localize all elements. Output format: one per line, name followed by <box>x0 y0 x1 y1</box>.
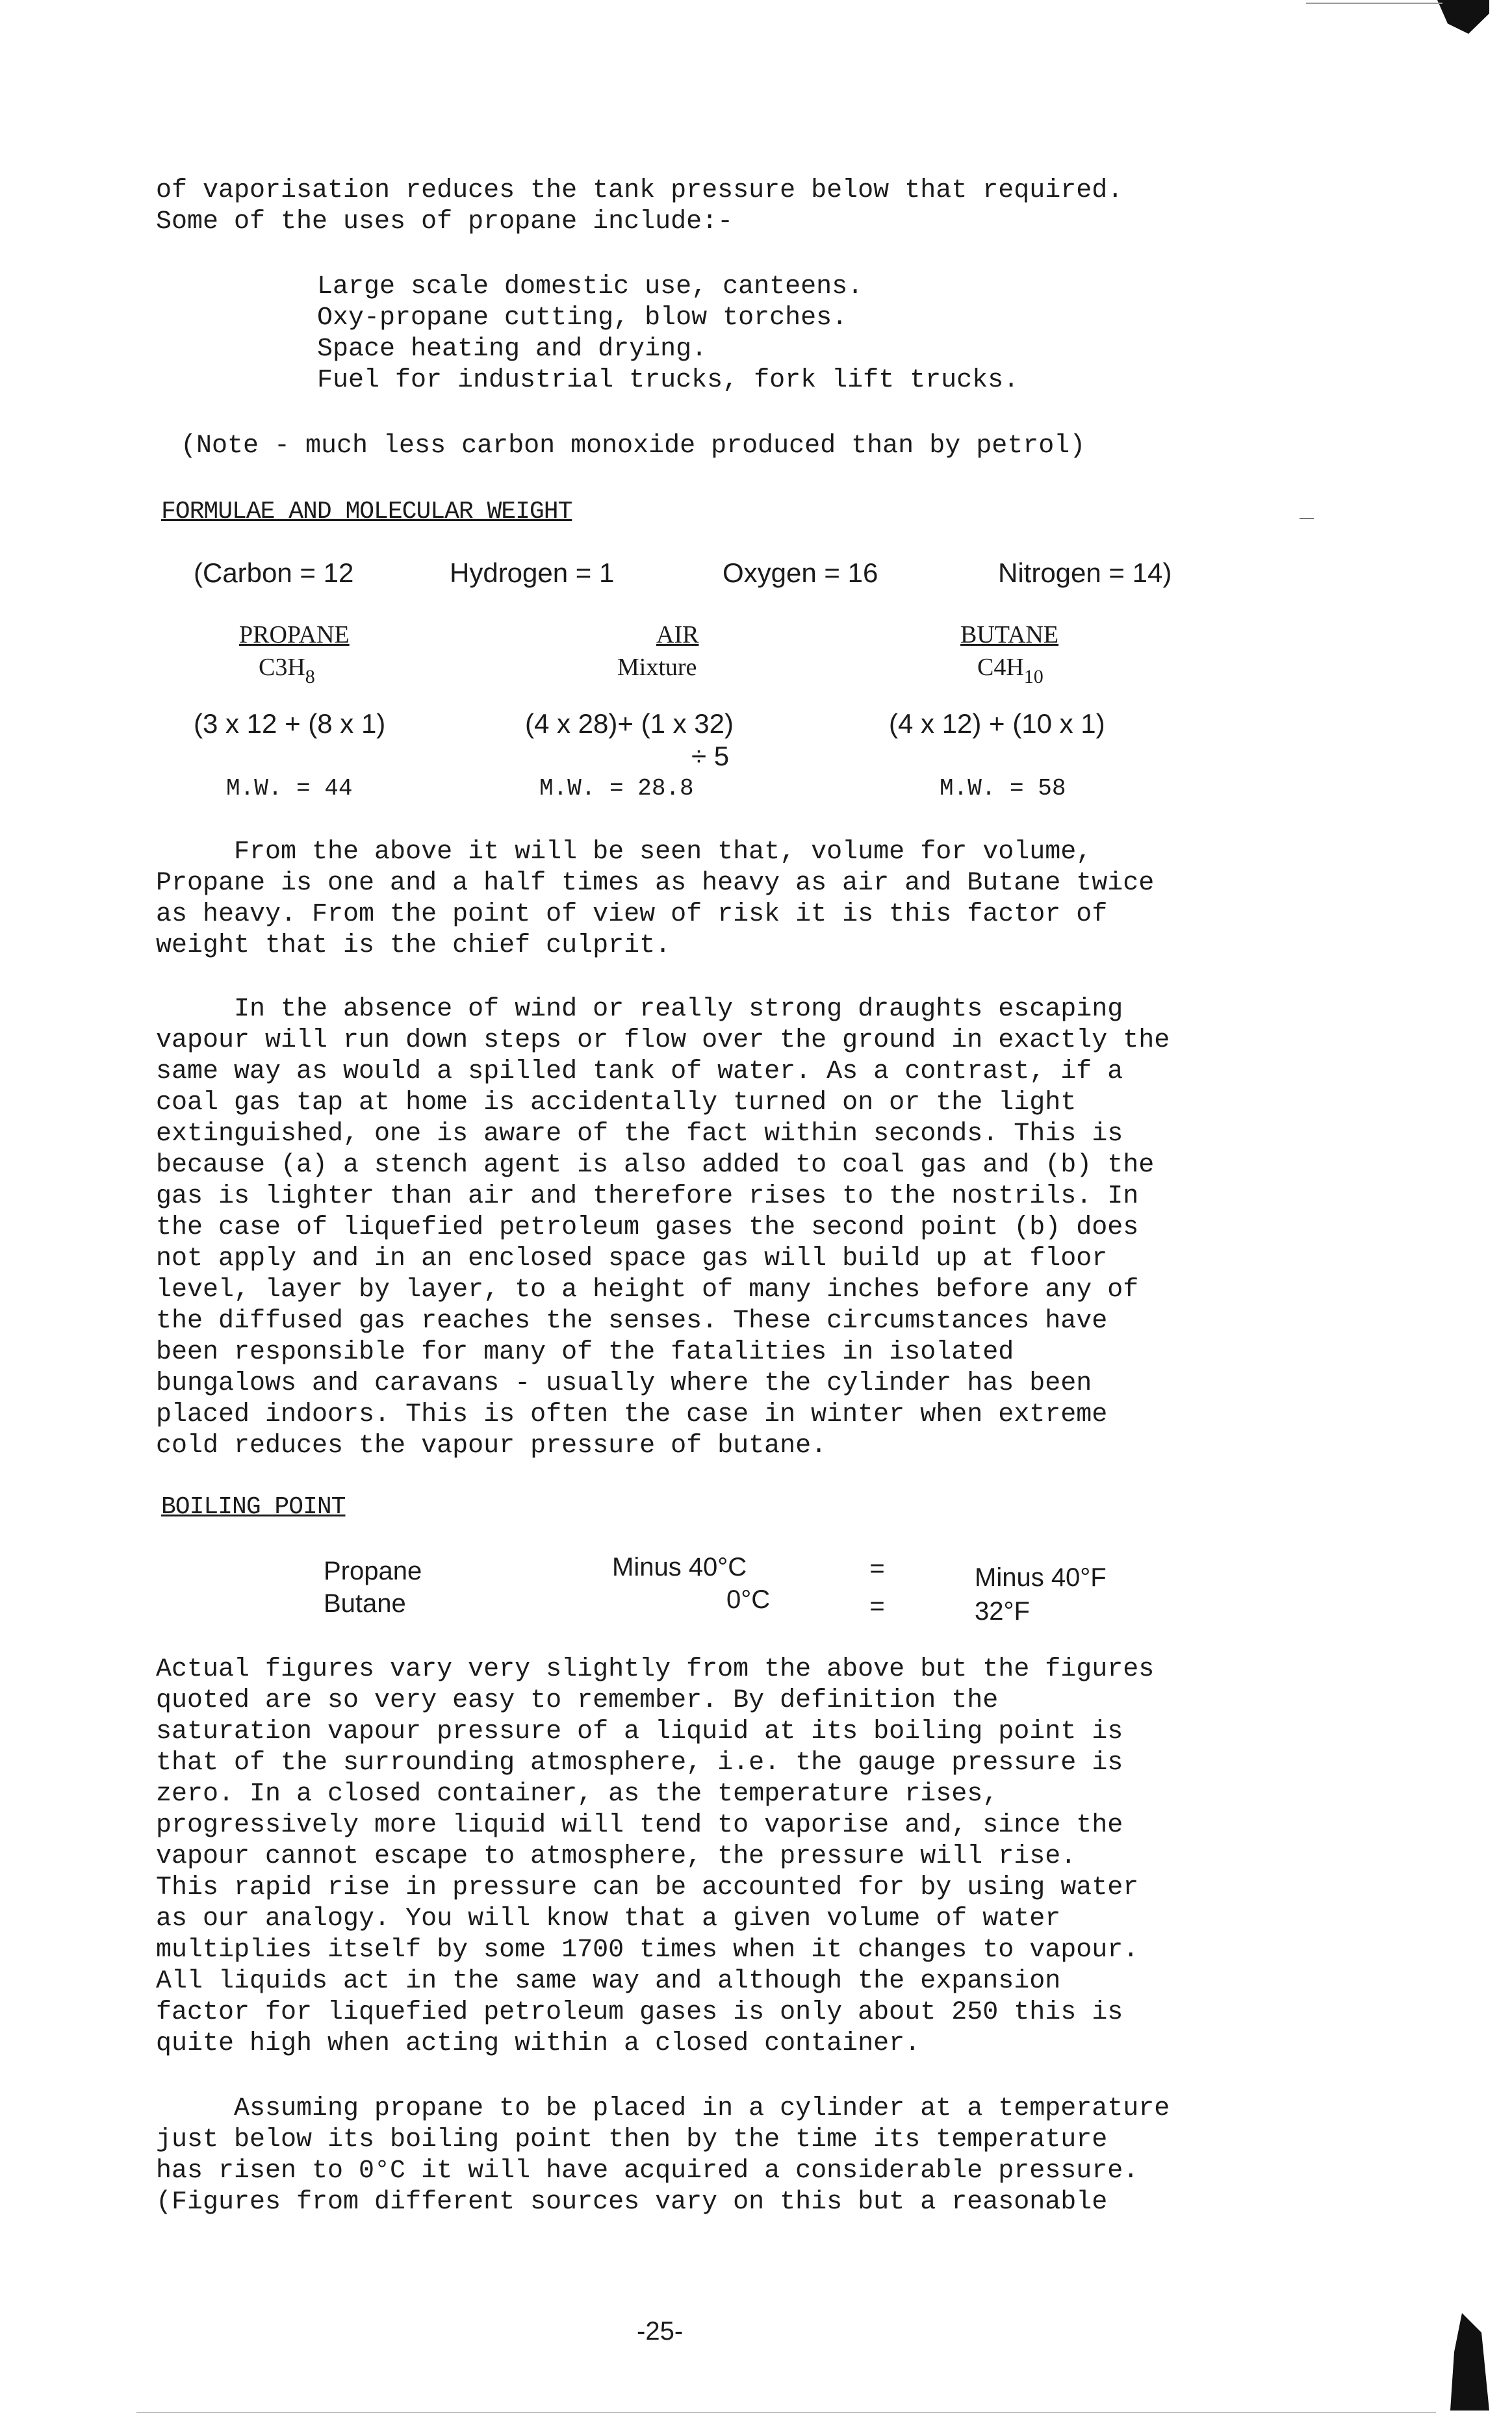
text-line: From the above it will be seen that, volume for volume, <box>156 838 1092 867</box>
list-item: Oxy-propane cutting, blow torches. <box>317 303 848 333</box>
text-line: that of the surrounding atmosphere, i.e. the gauge pressure is <box>156 1748 1123 1778</box>
mw-propane: M.W. = 44 <box>226 775 353 802</box>
absence-paragraph <box>156 994 1274 1462</box>
boiling-equals-butane: = <box>869 1594 886 1623</box>
text-line: In the absence of wind or really strong draughts escaping <box>156 995 1123 1024</box>
text-line: quoted are so very easy to remember. By definition the <box>156 1686 999 1715</box>
formula-air: Mixture <box>617 654 697 681</box>
text-line: extinguished, one is aware of the fact within seconds. This is <box>156 1119 1123 1149</box>
calc-air: (4 x 28)+ (1 x 32) <box>525 708 734 739</box>
boiling-equals-propane: = <box>869 1556 886 1585</box>
text-line: of vaporisation reduces the tank pressure below that required. <box>156 176 1123 205</box>
formula-subscript: 10 <box>1023 666 1044 687</box>
text-line: the case of liquefied petroleum gases the second point (b) does <box>156 1213 1139 1242</box>
mw-air: M.W. = 28.8 <box>539 775 694 802</box>
formula-main: C4H <box>977 654 1024 681</box>
text-line: bungalows and caravans - usually where the cylinder has been <box>156 1369 1092 1398</box>
actual-figures-paragraph <box>156 1654 1274 2060</box>
atomic-weight-nitrogen: Nitrogen = 14) <box>998 557 1172 588</box>
list-item: Space heating and drying. <box>317 335 708 364</box>
formula-main: C3H <box>259 654 305 681</box>
text-line: (Figures from different sources vary on this but a reasonable <box>156 2188 1108 2217</box>
text-line: progressively more liquid will tend to vaporise and, since the <box>156 1811 1123 1840</box>
intro-paragraph <box>156 175 1274 238</box>
text-line: as heavy. From the point of view of risk it is this factor of <box>156 900 1108 929</box>
section-heading-formulae: FORMULAE AND MOLECULAR WEIGHT <box>161 498 572 526</box>
text-line: Propane is one and a half times as heavy as air and Butane twice <box>156 869 1155 898</box>
text-line: just below its boiling point then by the time its temperature <box>156 2125 1108 2155</box>
text-line: because (a) a stench agent is also added to coal gas and (b) the <box>156 1151 1155 1180</box>
boiling-celsius-propane: Minus 40°C <box>612 1553 747 1581</box>
list-item: Large scale domestic use, canteens. <box>317 272 864 301</box>
text-line: gas is lighter than air and therefore rises to the nostrils. In <box>156 1182 1139 1211</box>
boiling-gas-butane: Butane <box>324 1589 406 1618</box>
list-item: Fuel for industrial trucks, fork lift trucks. <box>317 366 1019 395</box>
text-line: the diffused gas reaches the senses. These circumstances have <box>156 1307 1108 1336</box>
formula-subscript: 8 <box>305 666 315 687</box>
text-line: zero. In a closed container, as the temperature rises, <box>156 1780 999 1809</box>
text-line: coal gas tap at home is accidentally turned on or the light <box>156 1088 1077 1118</box>
gas-name-propane: PROPANE <box>239 621 350 648</box>
calc-butane: (4 x 12) + (10 x 1) <box>889 708 1105 739</box>
calc-air-divisor: ÷ 5 <box>691 741 730 771</box>
formula-butane <box>977 652 1044 685</box>
text-line: same way as would a spilled tank of water. As a contrast, if a <box>156 1057 1123 1086</box>
text-line: as our analogy. You will know that a given volume of water <box>156 1904 1061 1934</box>
weight-paragraph <box>156 837 1274 962</box>
text-line: vapour will run down steps or flow over the ground in exactly the <box>156 1026 1170 1055</box>
text-line: not apply and in an enclosed space gas will build up at floor <box>156 1244 1108 1273</box>
page-number: -25- <box>637 2317 684 2346</box>
text-line: cold reduces the vapour pressure of butane. <box>156 1431 827 1461</box>
text-line: quite high when acting within a closed container. <box>156 2029 921 2058</box>
text-line: Actual figures vary very slightly from the above but the figures <box>156 1655 1155 1684</box>
scan-corner-mark-bottom <box>1450 2313 1489 2411</box>
text-line: multiplies itself by some 1700 times when it changes to vapour. <box>156 1936 1139 1965</box>
section-heading-boiling-point: BOILING POINT <box>161 1493 346 1521</box>
assuming-paragraph <box>156 2093 1313 2218</box>
text-line: factor for liquefied petroleum gases is only about 250 this is <box>156 1998 1123 2027</box>
gas-name-butane: BUTANE <box>960 621 1059 648</box>
boiling-gas-propane: Propane <box>324 1557 422 1585</box>
boiling-fahrenheit-propane: Minus 40°F <box>975 1563 1107 1592</box>
scan-edge-line-top <box>1306 3 1442 4</box>
atomic-weight-oxygen: Oxygen = 16 <box>723 557 878 588</box>
text-line: Some of the uses of propane include:- <box>156 207 734 237</box>
text-line: placed indoors. This is often the case in winter when extreme <box>156 1400 1108 1429</box>
calc-propane: (3 x 12 + (8 x 1) <box>194 708 386 739</box>
text-line: vapour cannot escape to atmosphere, the pressure will rise. <box>156 1842 1077 1871</box>
text-line: has risen to 0°C it will have acquired a considerable pressure. <box>156 2156 1139 2186</box>
formula-propane <box>259 652 315 685</box>
text-line: Assuming propane to be placed in a cylinder at a temperature <box>156 2094 1170 2123</box>
propane-uses-list <box>317 272 1019 396</box>
text-line: level, layer by layer, to a height of many inches before any of <box>156 1275 1139 1305</box>
scan-mark-right <box>1300 518 1314 519</box>
note-text: (Note - much less carbon monoxide produced than by petrol) <box>181 431 1086 461</box>
mw-butane: M.W. = 58 <box>940 775 1066 802</box>
atomic-weight-carbon: (Carbon = 12 <box>194 557 354 588</box>
text-line: All liquids act in the same way and although the expansion <box>156 1967 1061 1996</box>
boiling-fahrenheit-butane: 32°F <box>975 1597 1030 1626</box>
scan-corner-mark-top <box>1437 0 1489 34</box>
gas-name-air: AIR <box>656 621 699 648</box>
atomic-weight-hydrogen: Hydrogen = 1 <box>450 557 615 588</box>
text-line: This rapid rise in pressure can be accounted for by using water <box>156 1873 1139 1902</box>
text-line: saturation vapour pressure of a liquid at its boiling point is <box>156 1717 1123 1746</box>
scan-edge-line-bottom <box>136 2412 1436 2413</box>
text-line: been responsible for many of the fatalities in isolated <box>156 1338 1014 1367</box>
text-line: weight that is the chief culprit. <box>156 931 671 960</box>
boiling-celsius-butane: 0°C <box>726 1585 771 1614</box>
